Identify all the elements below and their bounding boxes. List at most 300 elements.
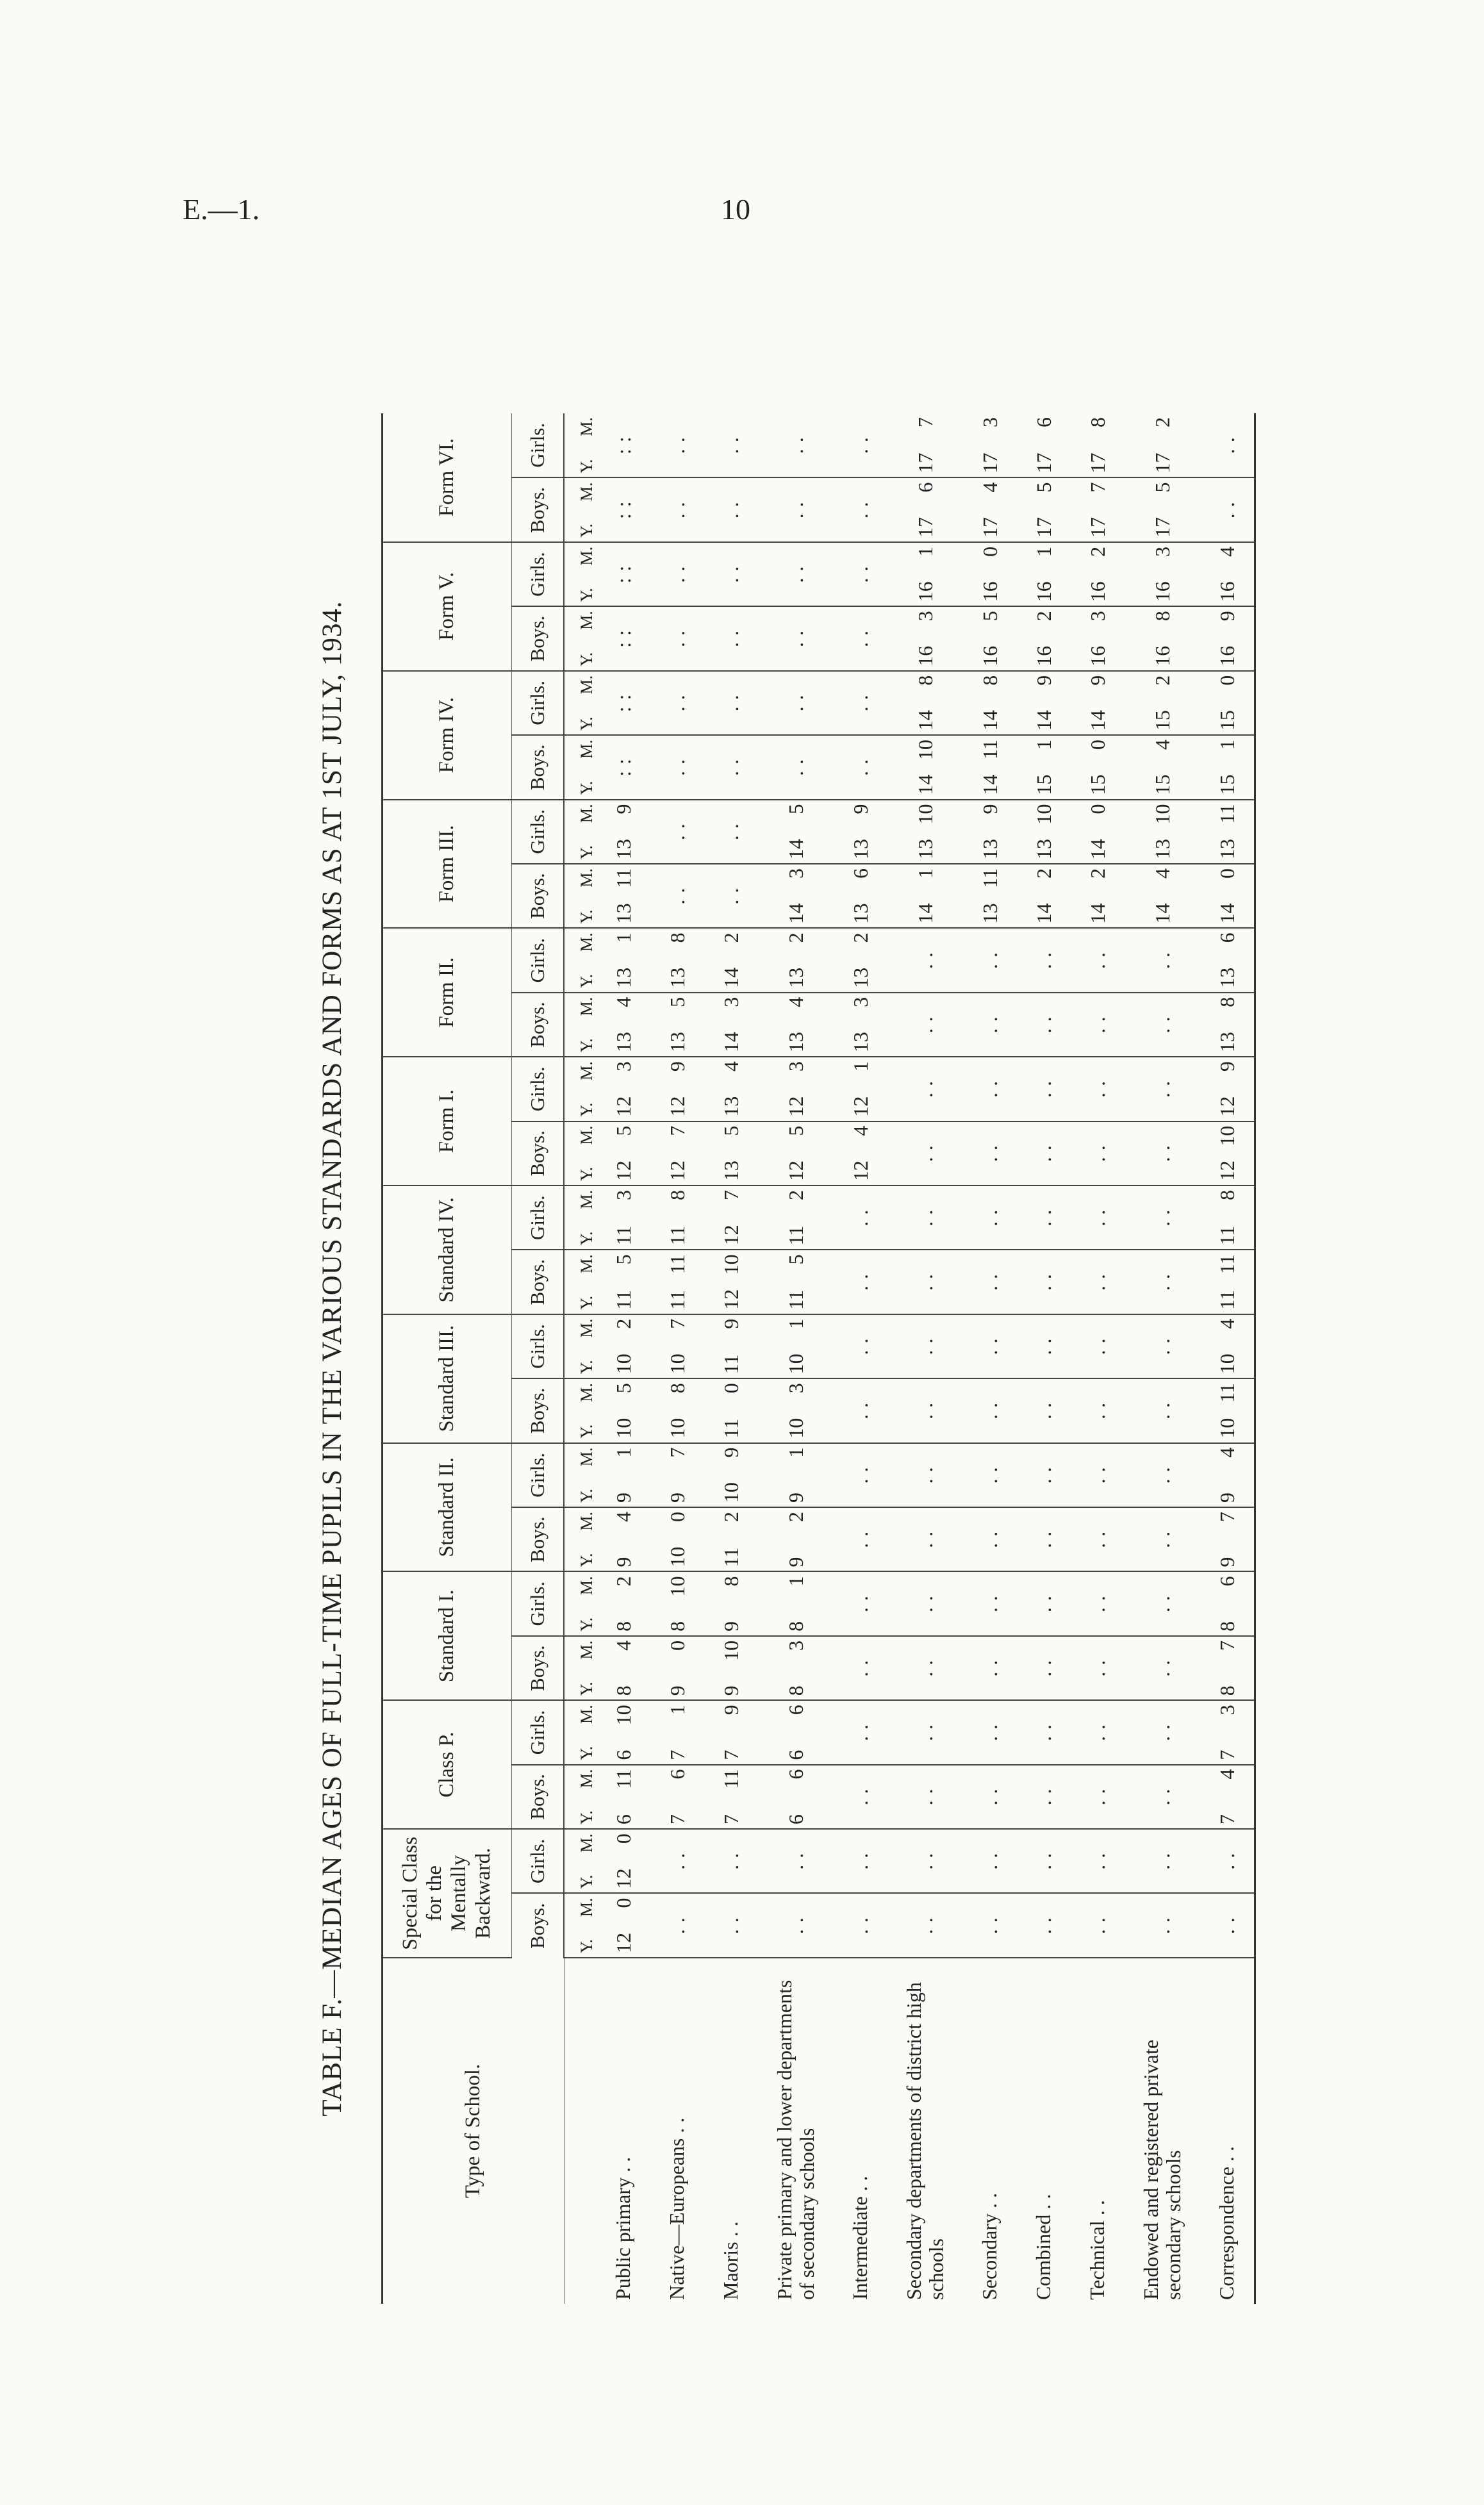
- years-value: . .: [848, 565, 872, 583]
- months-value: 11: [665, 1254, 689, 1275]
- months-value: 2: [784, 1512, 807, 1523]
- years-value: 9: [784, 1557, 807, 1567]
- units-cell: [564, 1636, 597, 1700]
- age-cell: [758, 1378, 834, 1443]
- months-value: 6: [913, 482, 937, 493]
- age-cell: [1125, 864, 1200, 928]
- group-header: Standard I.: [383, 1571, 512, 1700]
- years-value: 15: [1215, 710, 1239, 731]
- months-value: 3: [784, 1383, 807, 1394]
- unit-months: M.: [577, 1833, 596, 1853]
- months-value: 7: [913, 417, 937, 427]
- months-value: 10: [1215, 1125, 1239, 1146]
- months-value: 3: [611, 1061, 635, 1072]
- years-value: . .: [719, 823, 743, 841]
- age-cell: [650, 993, 704, 1057]
- years-value: . .: [848, 758, 872, 776]
- school-type-cell: Private primary and lower departments of secondary schools: [772, 1980, 818, 2300]
- months-value: 2: [784, 1189, 807, 1200]
- age-cell: [834, 1443, 887, 1507]
- age-cell: [1200, 477, 1255, 542]
- age-cell: [597, 864, 650, 928]
- age-cell: [650, 1314, 704, 1378]
- age-cell: [1017, 1121, 1071, 1186]
- years-value: . .: [913, 1788, 937, 1806]
- years-value: 13: [978, 838, 1002, 859]
- months-value: 10: [1150, 804, 1174, 825]
- years-value: . .: [1032, 1595, 1055, 1613]
- age-cell: [1125, 671, 1200, 735]
- years-value: . .: [784, 1852, 807, 1870]
- age-cell: [704, 606, 758, 670]
- months-value: 3: [719, 996, 743, 1007]
- table-row: [1071, 413, 1125, 2304]
- age-cell: [963, 1571, 1017, 1635]
- years-value: . .: [1085, 1080, 1109, 1098]
- years-value: 13: [665, 967, 689, 988]
- age-cell: [704, 928, 758, 992]
- age-cell: [963, 1057, 1017, 1121]
- years-value: . .: [848, 1337, 872, 1355]
- school-type-cell: Secondary . .: [978, 2192, 1002, 2300]
- age-cell: [1071, 928, 1125, 992]
- years-value: . .: [1150, 1401, 1174, 1419]
- age-cell: [704, 1636, 758, 1700]
- units-cell: [564, 1378, 597, 1443]
- years-value: 13: [848, 967, 872, 988]
- months-value: 11: [1215, 1383, 1239, 1403]
- months-value: 7: [665, 1447, 689, 1458]
- months-value: 0: [1215, 675, 1239, 686]
- age-cell: [1017, 1894, 1071, 1958]
- months-value: 2: [719, 932, 743, 943]
- age-cell: [597, 993, 650, 1057]
- months-value: 3: [978, 417, 1002, 427]
- girls-subheader: Girls.: [512, 671, 565, 735]
- years-value: . .: [1150, 1209, 1174, 1227]
- months-value: 11: [719, 1769, 743, 1789]
- years-value: . .: [913, 1852, 937, 1870]
- years-value: . .: [1150, 1788, 1174, 1806]
- group-header: Standard IV.: [383, 1186, 512, 1314]
- months-value: 3: [784, 868, 807, 879]
- years-value: . .: [913, 1401, 937, 1419]
- months-value: 11: [1215, 804, 1239, 824]
- age-cell: [1017, 1829, 1071, 1893]
- months-value: 3: [848, 996, 872, 1007]
- unit-years: Y.: [577, 652, 596, 666]
- years-value: . .: [1085, 1337, 1109, 1355]
- age-cell: [963, 671, 1017, 735]
- age-cell: [650, 1507, 704, 1571]
- group-header: Form III.: [383, 800, 512, 929]
- table-row: [834, 413, 887, 2304]
- years-value: . .: [1085, 1530, 1109, 1548]
- months-value: 0: [1215, 868, 1239, 879]
- age-cell: [597, 413, 650, 477]
- units-cell: [564, 928, 597, 992]
- age-cell: [650, 606, 704, 670]
- years-value: 15: [1150, 774, 1174, 795]
- age-cell: [597, 800, 650, 864]
- years-value: 7: [665, 1814, 689, 1825]
- years-value: . .: [1150, 1080, 1174, 1098]
- years-value: 8: [665, 1621, 689, 1632]
- years-value: 14: [1215, 903, 1239, 924]
- years-value: 9: [665, 1685, 689, 1696]
- age-cell: [597, 1250, 650, 1314]
- age-cell: [704, 1121, 758, 1186]
- age-cell: [650, 1829, 704, 1893]
- years-value: . .: [1085, 1788, 1109, 1806]
- age-cell: [1200, 1765, 1255, 1829]
- age-cell: [1017, 1186, 1071, 1250]
- group-header: Standard II.: [383, 1443, 512, 1572]
- months-value: 1: [665, 1705, 689, 1715]
- months-value: 2: [611, 1576, 635, 1587]
- age-cell: [834, 477, 887, 542]
- age-cell: [963, 477, 1017, 542]
- years-value: . .: [784, 758, 807, 776]
- age-cell: [650, 735, 704, 799]
- years-value: . .: [719, 1917, 743, 1935]
- age-cell: [704, 1443, 758, 1507]
- age-cell: [963, 1186, 1017, 1250]
- months-value: 9: [978, 804, 1002, 814]
- years-value: . .: [1085, 952, 1109, 970]
- months-value: 2: [1032, 611, 1055, 622]
- unit-years: Y.: [577, 1038, 596, 1053]
- years-value: 7: [665, 1749, 689, 1760]
- age-cell: [597, 671, 650, 735]
- age-cell: [650, 1571, 704, 1635]
- years-value: 13: [719, 1096, 743, 1117]
- unit-years: Y.: [577, 459, 596, 474]
- months-value: 2: [1085, 546, 1109, 557]
- age-cell: [650, 1057, 704, 1121]
- age-cell: [758, 1507, 834, 1571]
- unit-years: Y.: [577, 845, 596, 859]
- years-value: 6: [611, 1749, 635, 1760]
- months-value: 8: [978, 675, 1002, 686]
- age-cell: [963, 1507, 1017, 1571]
- months-value: 6: [665, 1769, 689, 1780]
- months-value: 4: [611, 996, 635, 1007]
- years-value: . .: [665, 758, 689, 776]
- age-cell: [758, 606, 834, 670]
- age-cell: [1017, 1378, 1071, 1443]
- age-cell: [597, 1507, 650, 1571]
- school-type-cell: Maoris . .: [719, 2221, 743, 2300]
- unit-months: M.: [577, 1318, 596, 1338]
- age-cell: [963, 1636, 1017, 1700]
- age-cell: [650, 1378, 704, 1443]
- years-value: . .: [719, 1852, 743, 1870]
- age-cell: [650, 1186, 704, 1250]
- units-cell: [564, 993, 597, 1057]
- months-value: 3: [913, 611, 937, 622]
- unit-months: M.: [577, 1512, 596, 1531]
- age-cell: [758, 1186, 834, 1250]
- page-identifier: E.—1.: [183, 193, 260, 226]
- years-value: 8: [1215, 1685, 1239, 1696]
- age-cell: [963, 864, 1017, 928]
- years-value: 14: [1032, 710, 1055, 731]
- age-cell: [704, 993, 758, 1057]
- units-spacer: [564, 1958, 597, 2304]
- years-value: 11: [784, 1289, 807, 1310]
- years-value: . .: [1085, 1659, 1109, 1677]
- age-cell: [758, 1894, 834, 1958]
- years-value: 16: [1032, 581, 1055, 602]
- age-cell: [650, 1121, 704, 1186]
- age-cell: [758, 1121, 834, 1186]
- years-value: 17: [1085, 517, 1109, 538]
- years-value: . .: [978, 1530, 1002, 1548]
- years-value: . .: [784, 436, 807, 454]
- years-value: 8: [611, 1685, 635, 1696]
- age-cell: [1071, 413, 1125, 477]
- years-value: 17: [913, 517, 937, 538]
- months-value: 3: [1150, 546, 1174, 557]
- months-value: 9: [719, 1705, 743, 1715]
- age-cell: [1200, 864, 1255, 928]
- age-cell: [963, 800, 1017, 864]
- age-cell: [704, 1314, 758, 1378]
- months-value: 1: [1032, 740, 1055, 750]
- age-cell: [704, 1571, 758, 1635]
- years-value: 16: [1215, 581, 1239, 602]
- boys-subheader: Boys.: [512, 1894, 565, 1958]
- years-value: . .: [1215, 1852, 1239, 1870]
- years-value: 16: [1215, 645, 1239, 666]
- age-cell: [1125, 542, 1200, 606]
- years-value: : :: [611, 693, 635, 713]
- age-cell: [1017, 477, 1071, 542]
- age-cell: [1125, 1700, 1200, 1764]
- years-value: . .: [1085, 1723, 1109, 1741]
- unit-years: Y.: [577, 1102, 596, 1117]
- age-cell: [758, 1057, 834, 1121]
- age-cell: [758, 1636, 834, 1700]
- school-type-cell: Correspondence . .: [1215, 2146, 1239, 2300]
- age-cell: [1017, 1057, 1071, 1121]
- years-value: 17: [978, 517, 1002, 538]
- age-cell: [704, 1700, 758, 1764]
- years-value: . .: [848, 1723, 872, 1741]
- years-value: . .: [665, 501, 689, 519]
- unit-months: M.: [577, 1447, 596, 1467]
- table-row: [963, 413, 1017, 2304]
- months-value: 0: [611, 1897, 635, 1908]
- years-value: . .: [1150, 1337, 1174, 1355]
- age-cell: [1200, 542, 1255, 606]
- years-value: . .: [978, 1145, 1002, 1162]
- years-value: . .: [978, 952, 1002, 970]
- group-header: Special Class for the Mentally Backward.: [383, 1829, 512, 1958]
- age-cell: [704, 1186, 758, 1250]
- months-value: 2: [848, 932, 872, 943]
- age-cell: [758, 477, 834, 542]
- age-cell: [1071, 1443, 1125, 1507]
- months-value: 8: [665, 1383, 689, 1394]
- age-cell: [887, 1186, 963, 1250]
- age-cell: [1200, 1378, 1255, 1443]
- months-value: 9: [1215, 1061, 1239, 1072]
- years-value: 8: [784, 1685, 807, 1696]
- age-cell: [1071, 542, 1125, 606]
- years-value: . .: [665, 823, 689, 841]
- years-value: . .: [913, 1595, 937, 1613]
- age-cell: [1071, 1057, 1125, 1121]
- age-cell: [834, 1057, 887, 1121]
- age-cell: [887, 1443, 963, 1507]
- age-cell: [1200, 1829, 1255, 1893]
- years-value: 12: [848, 1096, 872, 1117]
- age-cell: [1125, 477, 1200, 542]
- years-value: . .: [1150, 1273, 1174, 1291]
- age-cell: [887, 864, 963, 928]
- years-value: 16: [1150, 581, 1174, 602]
- years-value: 11: [719, 1418, 743, 1439]
- age-cell: [1125, 1443, 1200, 1507]
- age-cell: [1200, 413, 1255, 477]
- age-cell: [650, 800, 704, 864]
- age-cell: [1017, 800, 1071, 864]
- months-value: 4: [978, 482, 1002, 493]
- age-cell: [1071, 1507, 1125, 1571]
- age-cell: [1125, 928, 1200, 992]
- table-title: TABLE F.—MEDIAN AGES OF FULL-TIME PUPILS IN THE VARIOUS STANDARDS AND FORMS AS AT 1ST JULY, 1934.: [317, 600, 347, 2117]
- unit-months: M.: [577, 1125, 596, 1145]
- age-cell: [834, 1507, 887, 1571]
- age-cell: [758, 1829, 834, 1893]
- months-value: 5: [784, 1254, 807, 1265]
- years-value: 13: [611, 838, 635, 859]
- age-cell: [1071, 1121, 1125, 1186]
- age-cell: [834, 864, 887, 928]
- years-value: . .: [848, 1209, 872, 1227]
- years-value: . .: [978, 1852, 1002, 1870]
- school-type-cell: Native—Europeans . .: [665, 2117, 689, 2300]
- girls-subheader: Girls.: [512, 1571, 565, 1635]
- years-value: . .: [848, 1530, 872, 1548]
- months-value: 0: [978, 546, 1002, 557]
- age-cell: [1125, 993, 1200, 1057]
- years-value: 11: [665, 1225, 689, 1246]
- years-value: . .: [978, 1080, 1002, 1098]
- age-cell: [963, 542, 1017, 606]
- months-value: 5: [784, 1125, 807, 1136]
- months-value: 0: [665, 1640, 689, 1651]
- age-cell: [704, 1507, 758, 1571]
- unit-years: Y.: [577, 523, 596, 538]
- age-cell: [704, 1765, 758, 1829]
- months-value: 3: [1215, 1705, 1239, 1715]
- age-cell: [597, 1057, 650, 1121]
- age-cell: [1071, 1700, 1125, 1764]
- unit-years: Y.: [577, 1489, 596, 1503]
- years-value: 13: [1215, 967, 1239, 988]
- years-value: . .: [1150, 1852, 1174, 1870]
- years-value: 10: [665, 1353, 689, 1375]
- years-value: . .: [1085, 1466, 1109, 1484]
- units-cell: [564, 1186, 597, 1250]
- months-value: 1: [784, 1318, 807, 1329]
- age-cell: [963, 1443, 1017, 1507]
- age-cell: [1017, 542, 1071, 606]
- age-cell: [1125, 1894, 1200, 1958]
- table-row: [887, 413, 963, 2304]
- years-value: 13: [1150, 838, 1174, 859]
- units-cell: [564, 1250, 597, 1314]
- unit-months: M.: [577, 1254, 596, 1274]
- years-value: . .: [1150, 1917, 1174, 1935]
- age-cell: [758, 928, 834, 992]
- age-cell: [834, 1186, 887, 1250]
- age-cell: [597, 1121, 650, 1186]
- age-cell: [1017, 1250, 1071, 1314]
- age-cell: [1071, 1571, 1125, 1635]
- years-value: . .: [719, 758, 743, 776]
- age-cell: [887, 542, 963, 606]
- age-cell: [704, 542, 758, 606]
- months-value: 2: [611, 1318, 635, 1329]
- units-cell: [564, 477, 597, 542]
- years-value: . .: [1085, 1016, 1109, 1034]
- years-value: . .: [978, 1466, 1002, 1484]
- age-cell: [704, 413, 758, 477]
- years-value: . .: [1032, 1337, 1055, 1355]
- years-value: 13: [1215, 838, 1239, 859]
- years-value: . .: [848, 1273, 872, 1291]
- months-value: 4: [1150, 868, 1174, 879]
- years-value: 7: [719, 1749, 743, 1760]
- years-value: 9: [719, 1621, 743, 1632]
- age-cell: [887, 1378, 963, 1443]
- group-header: Form II.: [383, 928, 512, 1057]
- age-cell: [704, 800, 758, 864]
- age-cell: [1071, 477, 1125, 542]
- months-value: 8: [719, 1576, 743, 1587]
- years-value: . .: [848, 1917, 872, 1935]
- age-cell: [1125, 1829, 1200, 1893]
- years-value: 10: [611, 1418, 635, 1439]
- age-cell: [1017, 928, 1071, 992]
- months-value: 0: [665, 1512, 689, 1523]
- years-value: . .: [1150, 1659, 1174, 1677]
- years-value: 12: [665, 1160, 689, 1181]
- years-value: 9: [611, 1557, 635, 1567]
- months-value: 0: [719, 1383, 743, 1394]
- age-cell: [1017, 1443, 1071, 1507]
- age-cell: [650, 542, 704, 606]
- age-cell: [834, 606, 887, 670]
- years-value: 16: [913, 581, 937, 602]
- years-value: 16: [913, 645, 937, 666]
- group-header: Standard III.: [383, 1314, 512, 1443]
- years-value: . .: [719, 501, 743, 519]
- age-cell: [650, 413, 704, 477]
- years-value: . .: [913, 1659, 937, 1677]
- age-cell: [704, 477, 758, 542]
- months-value: 2: [719, 1512, 743, 1523]
- years-value: 15: [1215, 774, 1239, 795]
- age-cell: [963, 1378, 1017, 1443]
- years-value: . .: [913, 1080, 937, 1098]
- years-value: 17: [913, 452, 937, 474]
- years-value: 12: [719, 1289, 743, 1310]
